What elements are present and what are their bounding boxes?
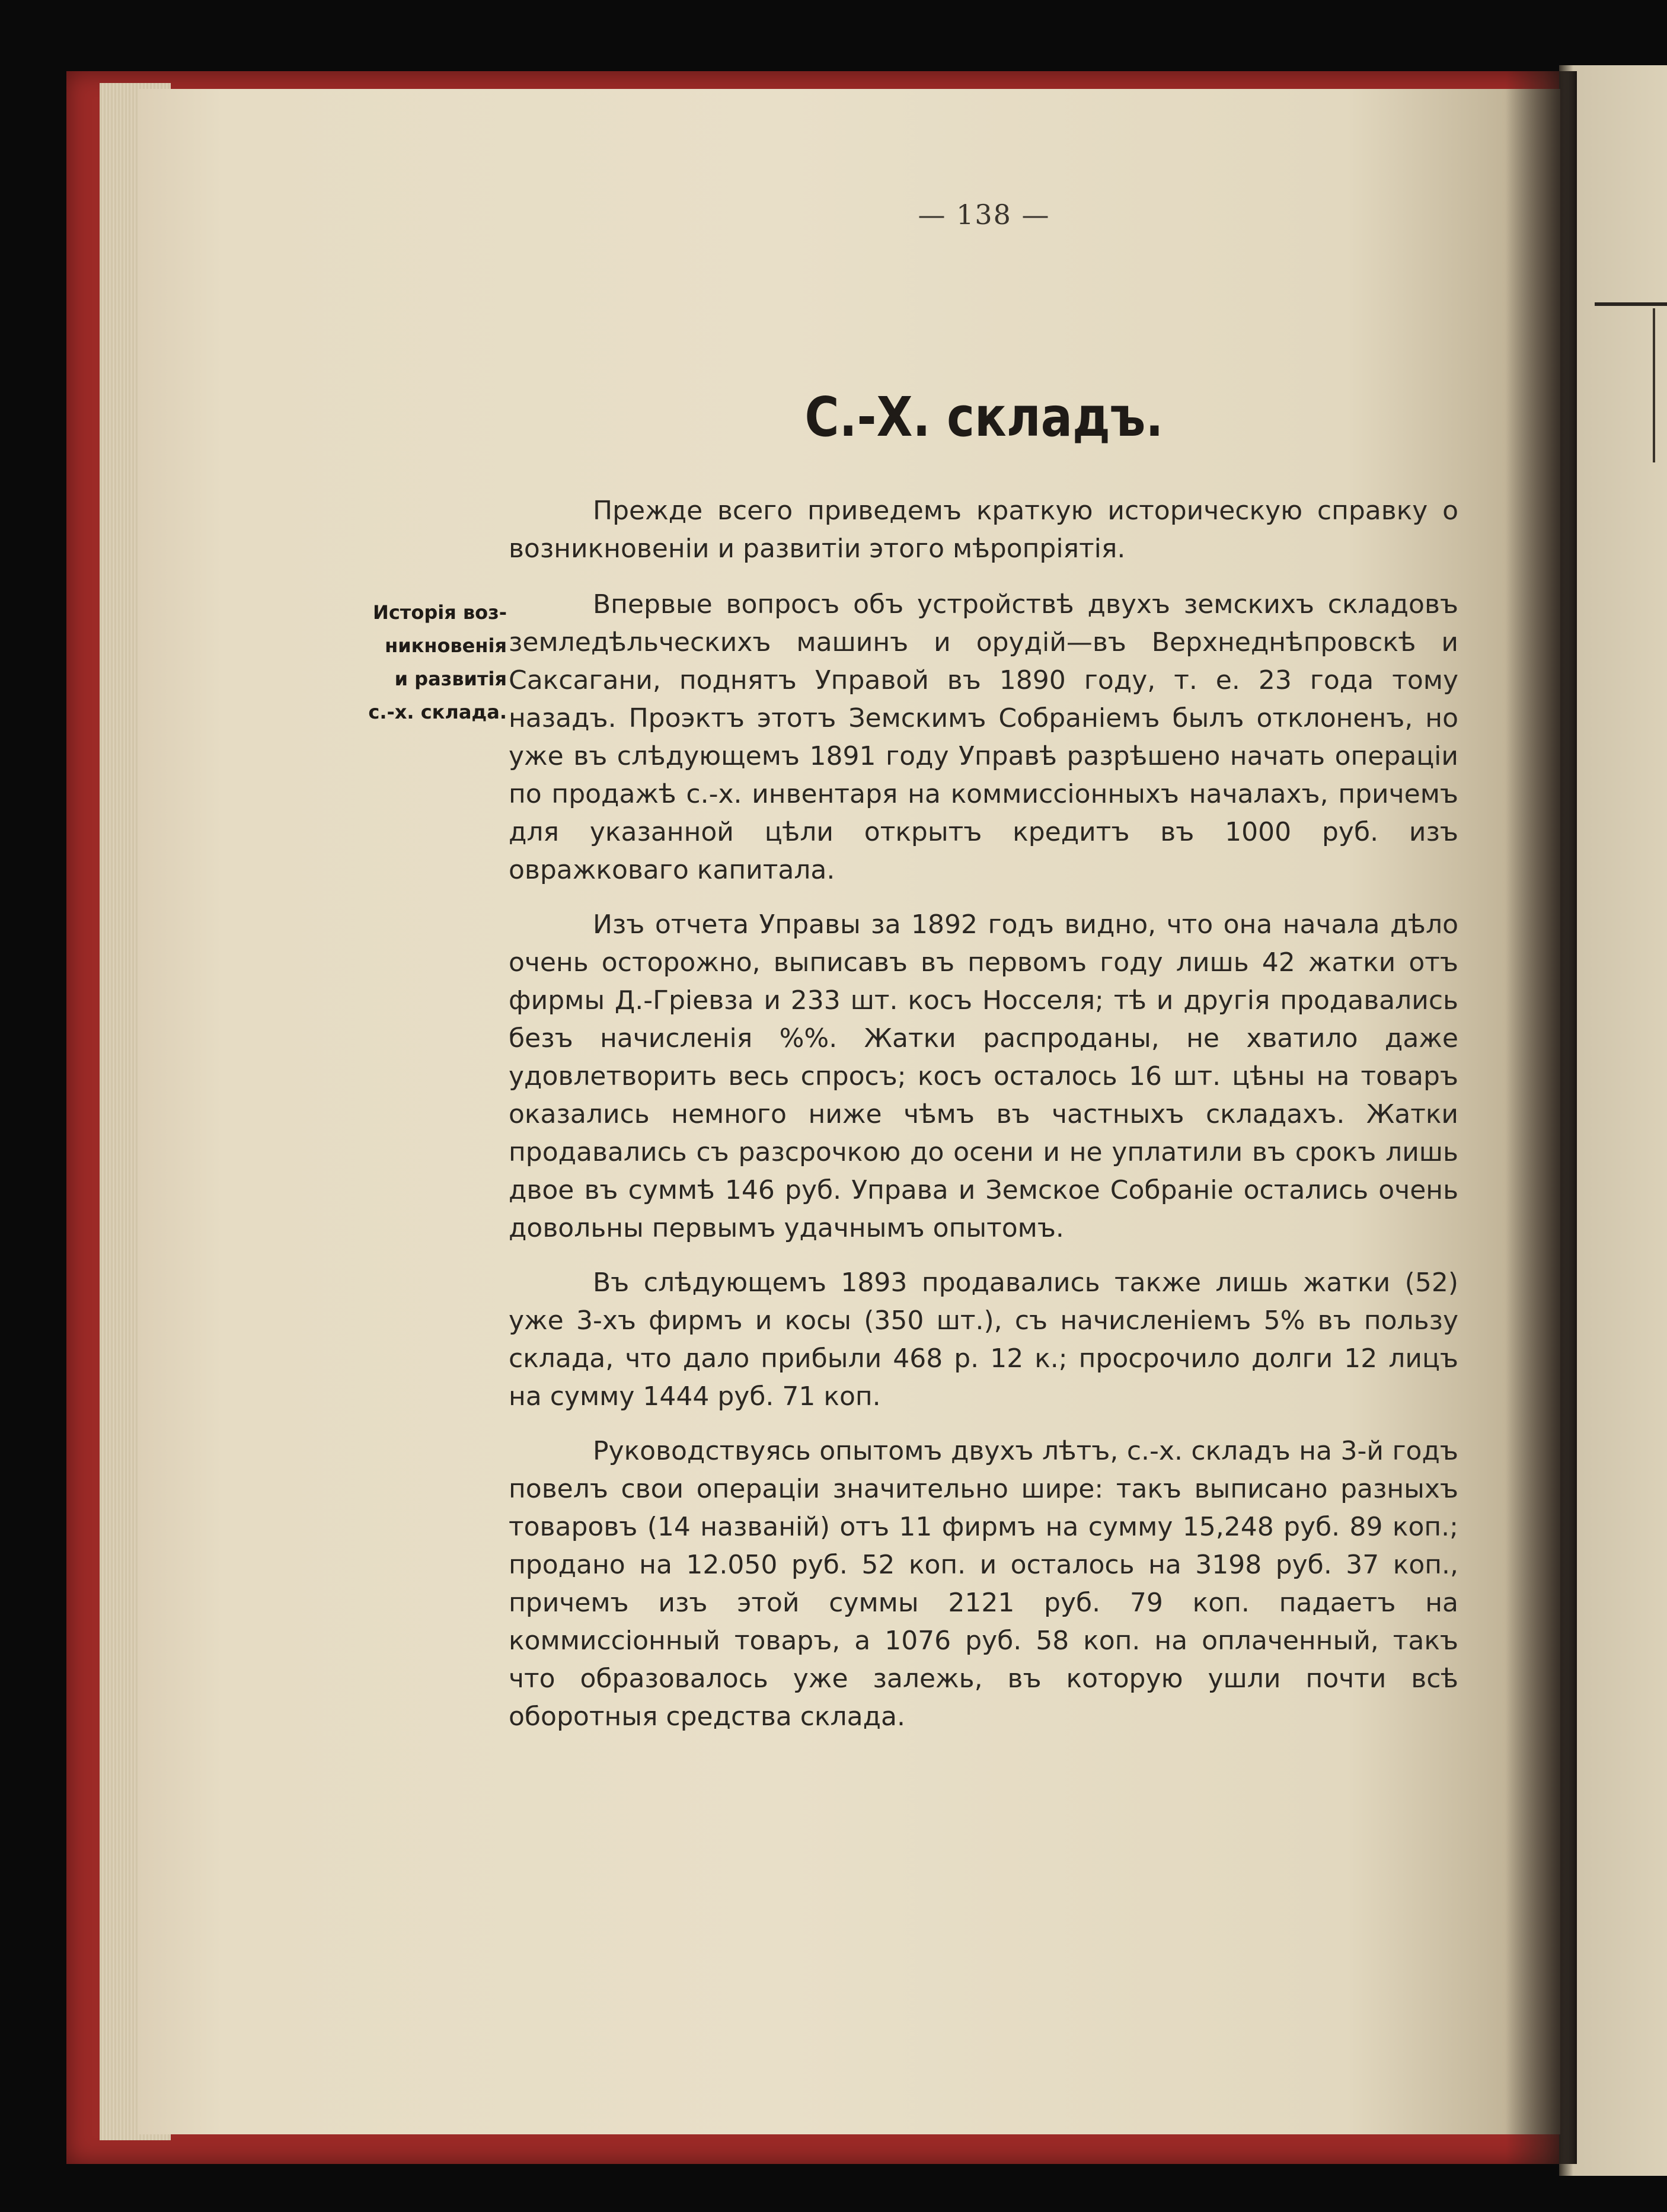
paragraph: Руководствуясь опытомъ двухъ лѣтъ, с.-х. складъ на 3-й годъ повелъ свои операціи значительно шире: такъ выписано разныхъ товаровъ (14 названій) отъ 11 фирмъ на сумму 15,248 руб. 89 коп.; продано на 12.050 руб. 52 коп. и осталось на 3198 руб. 37 коп., причемъ изъ этой суммы 2121 руб. 79 коп. падаетъ на коммиссіонный товаръ, а 1076 руб. 58 коп. на оплаченный, такъ что образовалось уже залежь, въ которую ушли почти всѣ оборотныя средства склада. bbox=[509, 1436, 1458, 1732]
paragraph: Изъ отчета Управы за 1892 годъ видно, что она начала дѣло очень осторожно, выписавъ въ первомъ году лишь 42 жатки отъ фирмы Д.-Гріевза и 233 шт. косъ Носселя; тѣ и другія продавались безъ начисленія %%. Жатки распроданы, не хватило даже удовлетворить весь спросъ; косъ осталось 16 шт. цѣны на товаръ оказались немного ниже чѣмъ въ частныхъ складахъ. Жатки продавались съ разсрочкою до осени и не уплатили въ срокъ лишь двое въ суммѣ 146 руб. Управа и Земское Собраніе остались очень довольны первымъ удачнымъ опытомъ. bbox=[509, 909, 1458, 1243]
page-heading: С.-Х. складъ. bbox=[804, 385, 1164, 449]
paragraph: Впервые вопросъ объ устройствѣ двухъ земскихъ складовъ земледѣльческихъ машинъ и орудій—въ Верхнеднѣпровскѣ и Саксагани, поднятъ Управой въ 1890 году, т. е. 23 года тому назадъ. Проэктъ этотъ Земскимъ Собраніемъ былъ отклоненъ, но уже въ слѣдующемъ 1891 году Управѣ разрѣшено начать операціи по продажѣ с.-х. инвентаря на коммиссіонныхъ началахъ, причемъ для указанной цѣли открытъ кредитъ въ 1000 руб. изъ овражковаго капитала. bbox=[509, 589, 1458, 885]
book-gutter bbox=[1506, 71, 1577, 2164]
paragraph: Въ слѣдующемъ 1893 продавались также лишь жатки (52) уже 3-хъ фирмъ и косы (350 шт.), съ начисленіемъ 5% въ пользу склада, что дало прибыли 468 р. 12 к.; просрочило долги 12 лицъ на сумму 1444 руб. 71 коп. bbox=[509, 1268, 1458, 1412]
paragraph: Прежде всего приведемъ краткую историческую справку о возникновеніи и развитіи этого мѣропріятія. bbox=[509, 496, 1458, 564]
margin-note: Исторія воз- никновенія и развитія с.-х. склада. bbox=[368, 601, 507, 723]
body-text bbox=[509, 492, 1458, 1753]
facing-page-rule bbox=[1595, 302, 1667, 306]
facing-page-column-rule bbox=[1653, 308, 1655, 462]
page-number: — 138 — bbox=[918, 199, 1050, 231]
